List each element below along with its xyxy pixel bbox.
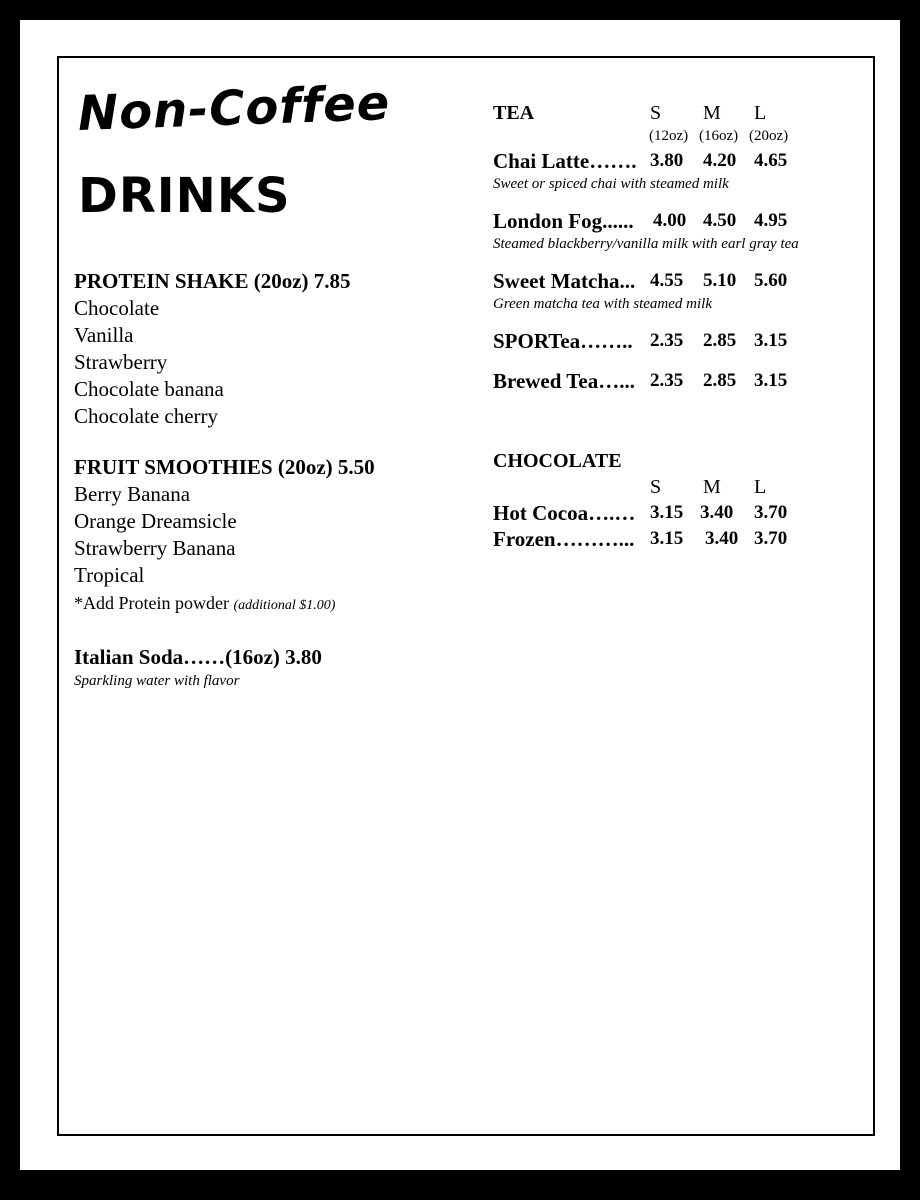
tea-item-row [493, 148, 873, 174]
size-small-label: S [650, 476, 662, 498]
size-medium-label: M [703, 476, 721, 498]
price-large: 3.15 [754, 330, 788, 351]
chocolate-item-row [493, 500, 873, 526]
price-medium: 3.40 [705, 528, 739, 549]
tea-item-row [493, 208, 873, 234]
price-medium: 5.10 [703, 270, 737, 291]
size-large-label: L [754, 476, 767, 498]
chocolate-item-name: Hot Cocoa….… [493, 501, 636, 525]
protein-addon-label: *Add Protein powder [74, 593, 229, 613]
tea-oz-row [493, 126, 873, 146]
tea-item-name: Sweet Matcha... [493, 269, 636, 293]
price-small: 4.55 [650, 270, 684, 291]
tea-item-description: Steamed blackberry/vanilla milk with earl gray tea [493, 236, 799, 252]
smoothie-flavor-item: Berry Banana [74, 482, 191, 506]
price-small: 3.80 [650, 150, 684, 171]
protein-shake-heading: PROTEIN SHAKE (20oz) 7.85 [74, 269, 351, 293]
menu-title-line1: Non-Coffee [77, 75, 392, 142]
price-small: 3.15 [650, 502, 684, 523]
smoothie-flavor-item: Strawberry Banana [74, 536, 236, 560]
tea-item-row [493, 328, 873, 354]
tea-item-description: Sweet or spiced chai with steamed milk [493, 176, 729, 192]
size-medium-label: M [703, 102, 721, 124]
tea-item-name: Chai Latte……. [493, 149, 637, 173]
fruit-smoothies-heading: FRUIT SMOOTHIES (20oz) 5.50 [74, 455, 375, 479]
right-column [493, 100, 873, 552]
tea-item-row [493, 368, 873, 394]
size-small-label: S [650, 102, 662, 124]
size-medium-oz: (16oz) [699, 128, 739, 144]
price-large: 3.70 [754, 502, 788, 523]
size-large-oz: (20oz) [749, 128, 789, 144]
price-small: 4.00 [653, 210, 687, 231]
size-large-label: L [754, 102, 767, 124]
protein-flavor-item: Vanilla [74, 323, 134, 347]
chocolate-sizes-row [493, 474, 873, 500]
smoothie-flavor-item: Orange Dreamsicle [74, 509, 237, 533]
size-small-oz: (12oz) [649, 128, 689, 144]
protein-flavor-item: Chocolate cherry [74, 404, 219, 428]
price-large: 5.60 [754, 270, 788, 291]
protein-flavor-item: Chocolate [74, 296, 160, 320]
price-medium: 2.85 [703, 330, 737, 351]
chocolate-heading: CHOCOLATE [493, 450, 622, 472]
italian-soda-heading: Italian Soda……(16oz) 3.80 [74, 645, 322, 669]
chocolate-item-name: Frozen………... [493, 527, 635, 551]
menu-title-line2: DRINKS [78, 168, 291, 224]
left-column [74, 268, 474, 691]
chocolate-header-row [493, 448, 873, 474]
price-large: 3.70 [754, 528, 788, 549]
tea-item-name: SPORTea…….. [493, 329, 633, 353]
protein-addon-price: (additional $1.00) [233, 598, 336, 613]
price-medium: 3.40 [700, 502, 734, 523]
price-small: 3.15 [650, 528, 684, 549]
chocolate-item-row [493, 526, 873, 552]
tea-item-description: Green matcha tea with steamed milk [493, 296, 712, 312]
price-small: 2.35 [650, 370, 684, 391]
protein-flavor-item: Chocolate banana [74, 377, 224, 401]
price-medium: 2.85 [703, 370, 737, 391]
price-large: 4.65 [754, 150, 788, 171]
protein-flavor-item: Strawberry [74, 350, 168, 374]
tea-item-name: London Fog...... [493, 209, 634, 233]
tea-item-row [493, 268, 873, 294]
tea-heading: TEA [493, 102, 535, 124]
italian-soda-description: Sparkling water with flavor [74, 673, 240, 689]
tea-header-row [493, 100, 873, 126]
tea-item-name: Brewed Tea…... [493, 369, 635, 393]
price-medium: 4.50 [703, 210, 737, 231]
smoothie-flavor-item: Tropical [74, 563, 145, 587]
price-medium: 4.20 [703, 150, 737, 171]
price-large: 4.95 [754, 210, 788, 231]
protein-addon-note [74, 591, 474, 618]
price-large: 3.15 [754, 370, 788, 391]
price-small: 2.35 [650, 330, 684, 351]
